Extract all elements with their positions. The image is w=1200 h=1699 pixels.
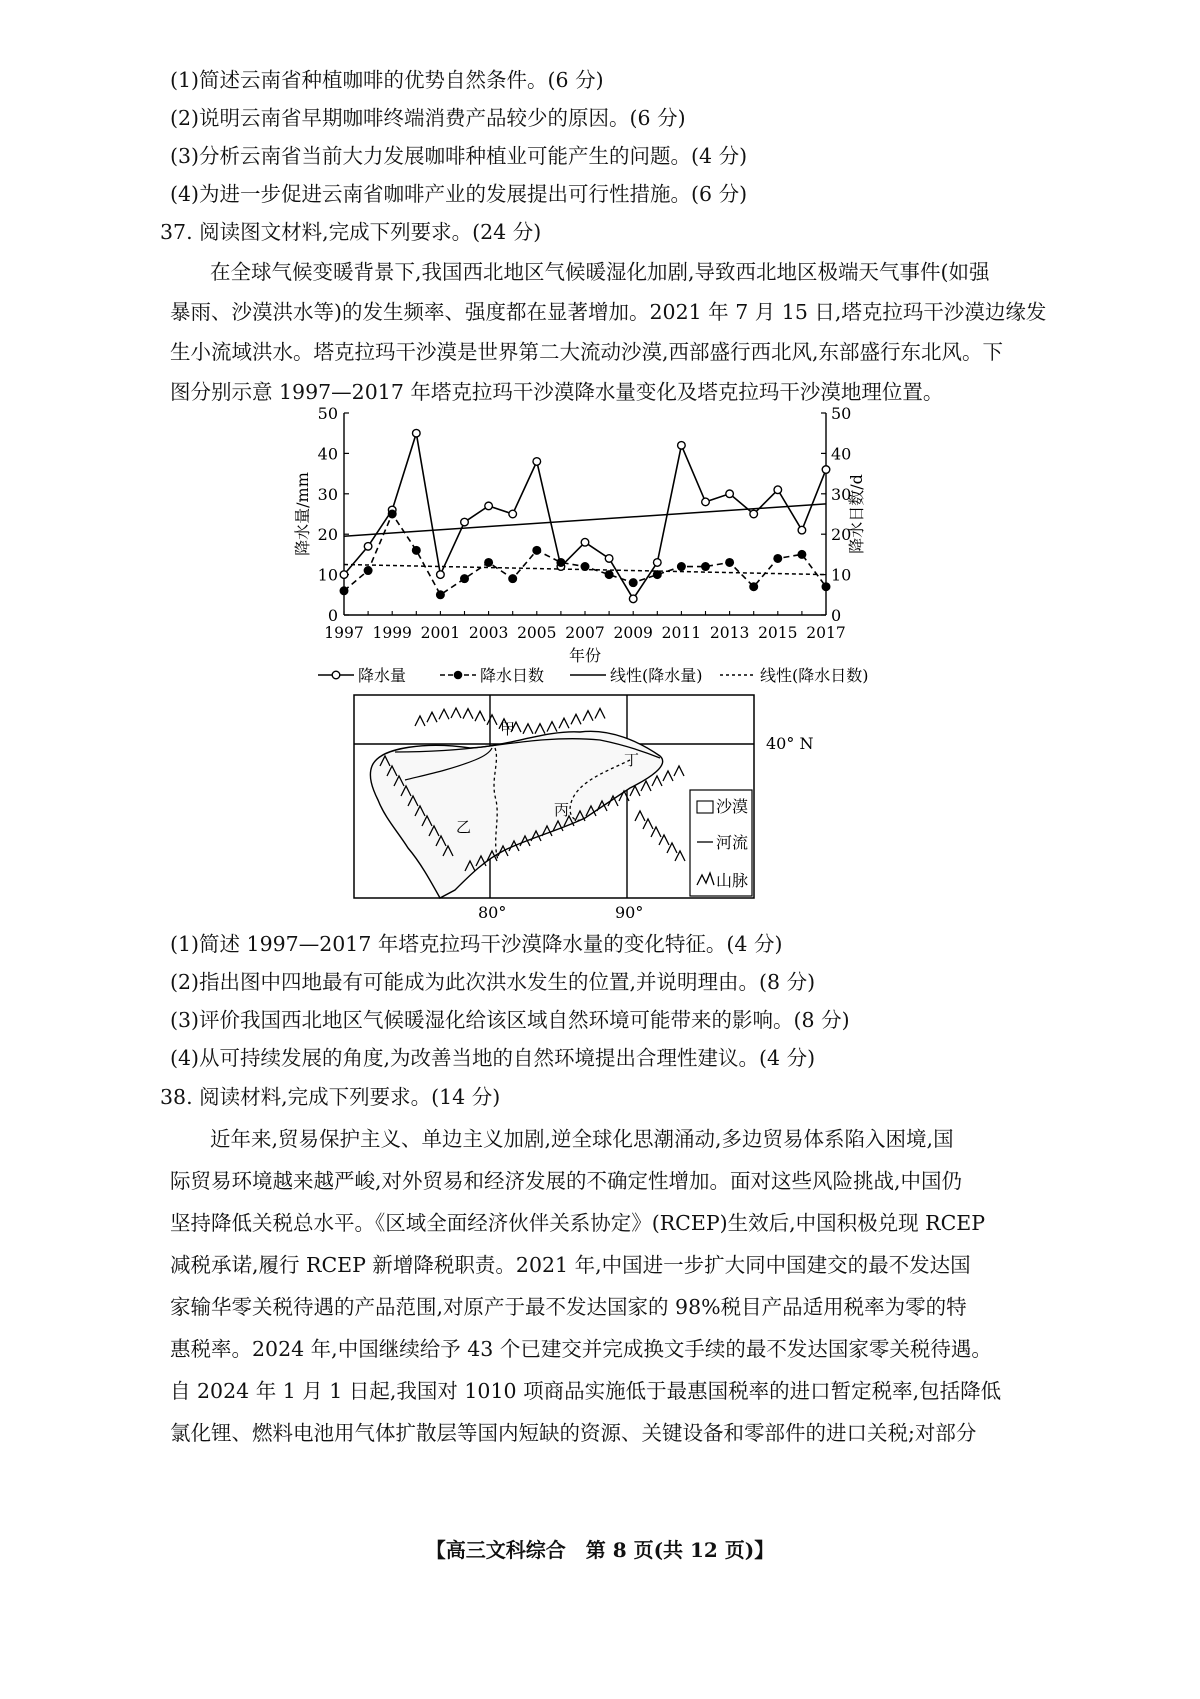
y-tick-label-right: 40 — [831, 444, 852, 464]
precipitation-chart — [0, 405, 1200, 705]
q36-part-2: (2)说明云南省早期咖啡终端消费产品较少的原因。(6 分) — [170, 106, 686, 130]
data-point-days — [485, 559, 493, 567]
legend-desert: 沙漠 — [716, 797, 749, 816]
data-point-precipitation — [364, 543, 372, 551]
data-point-days — [654, 571, 662, 579]
label-bing: 丙 — [554, 801, 570, 819]
y-axis-label-left: 降水量/mm — [293, 472, 312, 556]
data-point-precipitation — [605, 555, 613, 563]
legend-mountain: 山脉 — [716, 871, 749, 890]
y-tick-label-left: 50 — [317, 405, 338, 423]
legend-river: 河流 — [716, 833, 749, 852]
data-point-days — [822, 583, 830, 591]
q37-part-3: (3)评价我国西北地区气候暖湿化给该区域自然环境可能带来的影响。(8 分) — [170, 1008, 850, 1032]
legend-label: 降水日数 — [480, 666, 545, 685]
lat-label: 40° N — [766, 734, 814, 753]
x-tick-label: 2009 — [613, 624, 653, 642]
data-point-precipitation — [798, 526, 806, 534]
q38-line-4: 减税承诺,履行 RCEP 新增降税职责。2021 年,中国进一步扩大同中国建交的最不发达国 — [170, 1253, 971, 1277]
q37-line-3: 生小流域洪水。塔克拉玛干沙漠是世界第二大流动沙漠,西部盛行西北风,东部盛行东北风。下 — [170, 340, 1004, 364]
x-tick-label: 1999 — [372, 624, 412, 642]
legend-label: 降水量 — [358, 666, 407, 685]
label-yi: 乙 — [456, 818, 472, 836]
data-point-days — [750, 583, 758, 591]
data-point-precipitation — [702, 498, 710, 506]
q37-line-4: 图分别示意 1997—2017 年塔克拉玛干沙漠降水量变化及塔克拉玛干沙漠地理位置。 — [170, 380, 944, 404]
q38-line-5: 家输华零关税待遇的产品范围,对原产于最不发达国家的 98%税目产品适用税率为零的特 — [170, 1295, 967, 1319]
y-tick-label-left: 40 — [317, 444, 338, 464]
x-tick-label: 2015 — [758, 624, 798, 642]
q37-part-1: (1)简述 1997—2017 年塔克拉玛干沙漠降水量的变化特征。(4 分) — [170, 932, 783, 956]
x-axis-label: 年份 — [568, 646, 602, 665]
q37-part-4: (4)从可持续发展的角度,为改善当地的自然环境提出合理性建议。(4 分) — [170, 1046, 816, 1070]
data-point-precipitation — [678, 442, 686, 450]
x-tick-label: 2001 — [420, 624, 461, 642]
q37-part-2: (2)指出图中四地最有可能成为此次洪水发生的位置,并说明理由。(8 分) — [170, 970, 816, 994]
data-point-days — [364, 567, 372, 575]
y-tick-label-right: 0 — [831, 606, 842, 625]
legend-marker-days — [454, 671, 462, 679]
data-point-precipitation — [533, 458, 541, 466]
q38-line-8: 氯化锂、燃料电池用气体扩散层等国内短缺的资源、关键设备和零部件的进口关税;对部分 — [170, 1421, 977, 1445]
data-point-precipitation — [750, 510, 758, 518]
x-tick-label: 2005 — [517, 624, 557, 642]
data-point-precipitation — [629, 595, 637, 603]
q38-line-3: 坚持降低关税总水平。《区域全面经济伙伴关系协定》(RCEP)生效后,中国积极兑现 RCEP — [170, 1211, 986, 1235]
legend-label: 线性(降水量) — [610, 666, 703, 685]
y-axis-label-right: 降水日数/d — [847, 474, 866, 554]
x-tick-label: 1997 — [324, 624, 364, 642]
data-point-precipitation — [437, 571, 445, 579]
y-tick-label-right: 30 — [831, 484, 852, 504]
data-point-days — [461, 575, 469, 583]
y-tick-label-left: 10 — [317, 565, 338, 585]
map-legend — [690, 790, 752, 896]
data-point-precipitation — [822, 466, 830, 474]
q38-line-2: 际贸易环境越来越严峻,对外贸易和经济发展的不确定性增加。面对这些风险挑战,中国仍 — [170, 1169, 963, 1193]
data-point-days — [798, 551, 806, 559]
data-point-days — [413, 547, 421, 555]
q37-line-2: 暴雨、沙漠洪水等)的发生频率、强度都在显著增加。2021 年 7 月 15 日,塔克拉玛干沙漠边缘发 — [170, 300, 1047, 324]
q38-line-1: 近年来,贸易保护主义、单边主义加剧,逆全球化思潮涌动,多边贸易体系陷入困境,国 — [210, 1127, 954, 1151]
page-footer: 【高三文科综合 第 8 页(共 12 页)】 — [425, 1538, 775, 1562]
y-tick-label-left: 0 — [327, 606, 338, 625]
location-map — [0, 690, 1200, 920]
data-point-precipitation — [581, 538, 589, 546]
legend-desert-swatch — [697, 801, 713, 813]
x-tick-label: 2017 — [806, 624, 846, 642]
data-point-days — [774, 555, 782, 563]
data-point-days — [533, 547, 541, 555]
legend-label: 线性(降水日数) — [760, 666, 869, 685]
data-point-days — [605, 571, 613, 579]
data-point-days — [388, 510, 396, 518]
data-point-days — [340, 587, 348, 595]
data-point-days — [509, 575, 517, 583]
data-point-precipitation — [774, 486, 782, 494]
x-tick-label: 2013 — [709, 624, 750, 642]
data-point-precipitation — [726, 490, 734, 498]
lon-80-label: 80° — [478, 903, 507, 920]
y-tick-label-right: 50 — [831, 405, 852, 423]
q36-part-1: (1)简述云南省种植咖啡的优势自然条件。(6 分) — [170, 68, 604, 92]
data-point-precipitation — [485, 502, 493, 510]
data-point-precipitation — [509, 510, 517, 518]
data-point-precipitation — [654, 559, 662, 567]
data-point-days — [437, 591, 445, 599]
data-point-days — [678, 563, 686, 571]
y-tick-label-right: 10 — [831, 565, 852, 585]
data-point-precipitation — [340, 571, 348, 579]
q36-part-3: (3)分析云南省当前大力发展咖啡种植业可能产生的问题。(4 分) — [170, 144, 748, 168]
data-point-precipitation — [413, 429, 421, 437]
trendline-precipitation — [344, 504, 826, 536]
lon-90-label: 90° — [615, 903, 644, 920]
data-point-days — [557, 559, 565, 567]
label-jia: 甲 — [500, 720, 516, 738]
data-point-precipitation — [461, 518, 469, 526]
y-tick-label-left: 20 — [317, 525, 338, 545]
y-tick-label-left: 30 — [317, 484, 338, 504]
q36-part-4: (4)为进一步促进云南省咖啡产业的发展提出可行性措施。(6 分) — [170, 182, 748, 206]
label-ding: 丁 — [624, 751, 640, 769]
x-tick-label: 2003 — [468, 624, 509, 642]
q37-line-1: 在全球气候变暖背景下,我国西北地区气候暖湿化加剧,导致西北地区极端天气事件(如强 — [210, 260, 990, 284]
data-point-days — [702, 563, 710, 571]
y-tick-label-right: 20 — [831, 525, 852, 545]
legend-marker-precipitation — [332, 671, 340, 679]
data-point-days — [581, 563, 589, 571]
q38-line-6: 惠税率。2024 年,中国继续给予 43 个已建交并完成换文手续的最不发达国家零关税待遇。 — [170, 1337, 992, 1361]
x-tick-label: 2011 — [661, 624, 702, 642]
q38-heading: 38. 阅读材料,完成下列要求。(14 分) — [160, 1085, 501, 1109]
data-point-days — [726, 559, 734, 567]
x-tick-label: 2007 — [565, 624, 605, 642]
q37-heading: 37. 阅读图文材料,完成下列要求。(24 分) — [160, 220, 542, 244]
data-point-days — [629, 579, 637, 587]
q38-line-7: 自 2024 年 1 月 1 日起,我国对 1010 项商品实施低于最惠国税率的进口暂定税率,包括降低 — [170, 1379, 1002, 1403]
